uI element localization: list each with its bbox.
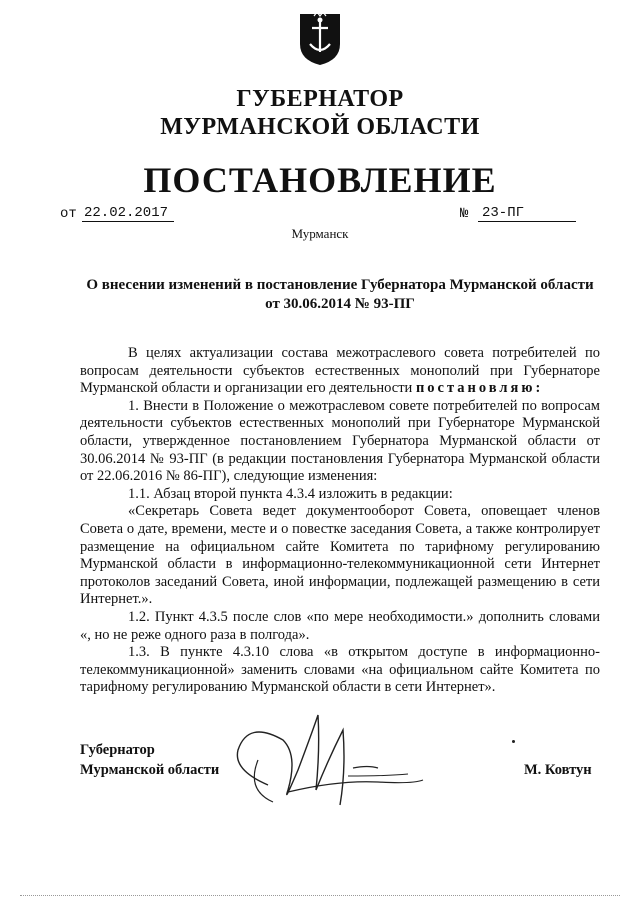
date-label: от [60, 206, 77, 222]
issuer-title-line1: ГУБЕРНАТОР [236, 86, 404, 112]
coat-of-arms-icon [298, 10, 342, 66]
signatory-name: М. Ковтун [524, 762, 592, 778]
document-body [80, 345, 600, 697]
body-paragraph-1-3: 1.3. В пункте 4.3.10 слова «в открытом доступе в информационно-телекоммуникационной» заменить словами «на официальном сайте Комитета по тарифному регулированию Мурманской области в сети Интернет». [80, 644, 600, 696]
city: Мурманск [291, 226, 349, 241]
body-paragraph-1-2: 1.2. Пункт 4.3.5 после слов «по мере необходимости.» дополнить словами «, но не реже одного раза в полгода». [80, 608, 600, 643]
subject-line2: от 30.06.2014 № 93-ПГ [265, 296, 415, 312]
signatory-title [80, 740, 219, 780]
ink-dot [512, 740, 515, 743]
body-paragraph-1: 1. Внести в Положение о межотраслевом совете потребителей по вопросам деятельности субъектов естественных монополий при Губернаторе Мурманской области, утвержденное постановлением Губернатора Мурманской области от 30.06.2014 № 93-ПГ (в редакции постановления Губернатора Мурманской области от 22.06.2016 № 86-ПГ), следующие изменения: [80, 397, 600, 485]
handwritten-signature [228, 710, 428, 820]
document-date: 22.02.2017 [82, 205, 174, 222]
decree-keyword: постановляю: [415, 380, 544, 397]
signatory-title-line2: Мурманской области [80, 762, 220, 778]
document-number: 23-ПГ [478, 205, 576, 222]
subject-line1: О внесении изменений в постановление Губернатора Мурманской области [86, 277, 594, 293]
body-paragraph-preamble [80, 345, 600, 398]
signatory-title-line1: Губернатор [80, 742, 155, 758]
body-paragraph-1-1: 1.1. Абзац второй пункта 4.3.4 изложить в редакции: [128, 485, 453, 502]
page-bottom-border [20, 895, 620, 896]
number-label: № [460, 206, 469, 222]
document-subject [60, 276, 620, 314]
document-type: ПОСТАНОВЛЕНИЕ [143, 160, 497, 200]
issuer-title-line2: МУРМАНСКОЙ ОБЛАСТИ [160, 114, 480, 140]
body-paragraph-quote: «Секретарь Совета ведет документооборот Совета, оповещает членов Совета о дате, времени, месте и о повестке заседания Совета, а также контролирует размещение на официальном сайте Комитета по тарифному регулированию Мурманской области в информационно-телекоммуникационной сети Интернет протоколов заседаний Совета, иной информации, подлежащей размещению в сети Интернет.». [80, 503, 600, 608]
preamble-text: В целях актуализации состава межотраслевого совета потребителей по вопросам деятельности субъектов естественных монополий при Губернаторе Мурманской области и организации его деятельности [80, 345, 600, 397]
